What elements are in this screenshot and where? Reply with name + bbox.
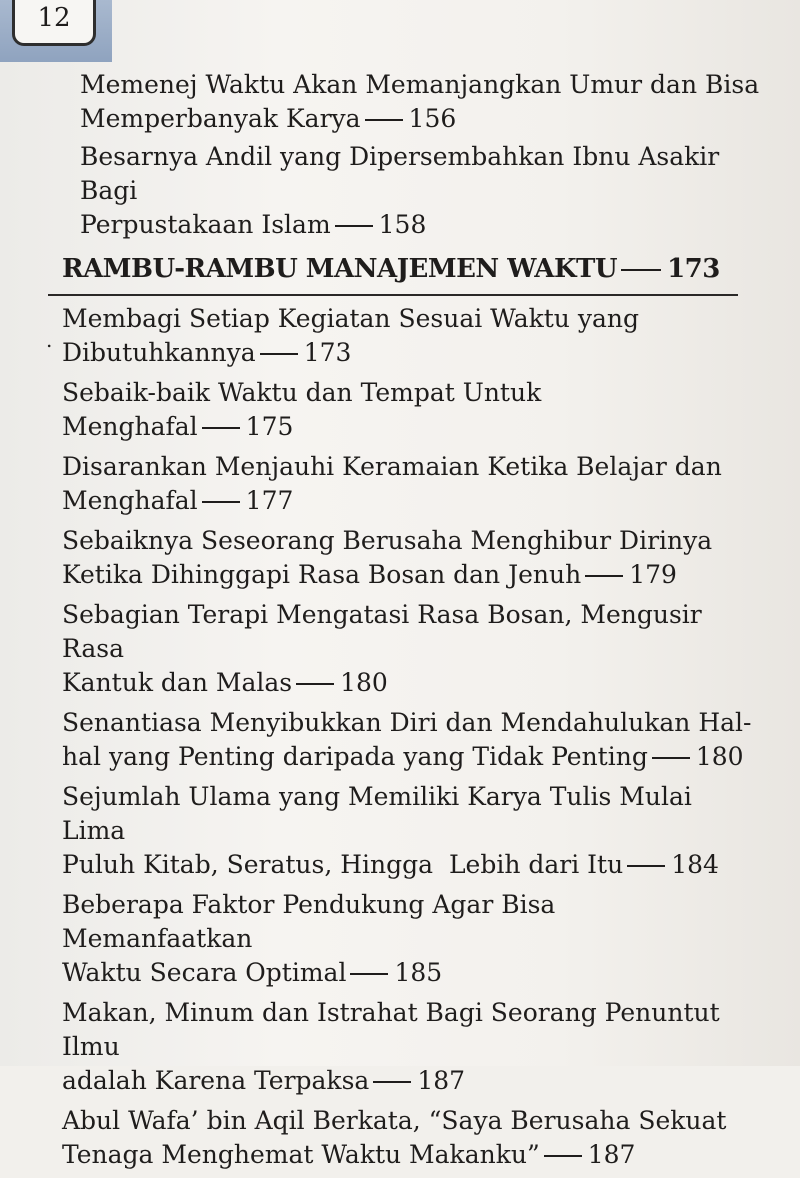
entry-line-2 bbox=[62, 1064, 752, 1098]
leader-line bbox=[621, 269, 661, 271]
entry-line-2 bbox=[80, 102, 760, 136]
leader-line bbox=[202, 501, 240, 503]
toc-entry bbox=[62, 376, 752, 444]
entry-line-2 bbox=[62, 848, 752, 882]
page-number-tab bbox=[0, 0, 112, 62]
entry-line-1: Sejumlah Ulama yang Memiliki Karya Tulis Mulai Lima bbox=[62, 782, 692, 845]
entry-line-1: Sebaiknya Seseorang Berusaha Menghibur Dirinya bbox=[62, 526, 713, 555]
entry-page: 177 bbox=[245, 486, 294, 515]
entry-line-2-text: Perpustakaan Islam bbox=[80, 210, 331, 239]
entry-line-2-text: Menghafal bbox=[62, 486, 198, 515]
entry-line-2 bbox=[62, 410, 752, 444]
toc-entry bbox=[62, 598, 752, 700]
entry-line-2 bbox=[62, 740, 752, 774]
entry-page: 180 bbox=[340, 668, 388, 697]
toc-entry bbox=[62, 450, 752, 518]
leader-line bbox=[544, 1155, 582, 1157]
toc-entry bbox=[62, 888, 752, 990]
leader-line bbox=[260, 353, 298, 355]
entry-line-1: Sebaik-baik Waktu dan Tempat Untuk bbox=[62, 378, 542, 407]
entry-page: 175 bbox=[245, 412, 294, 441]
entry-line-2-text: Dibutuhkannya bbox=[62, 338, 256, 367]
leader-line bbox=[373, 1081, 411, 1083]
entry-line-2 bbox=[62, 666, 752, 700]
entry-line-2-text: Memperbanyak Karya bbox=[80, 104, 361, 133]
entry-line-2-text: Kantuk dan Malas bbox=[62, 668, 293, 697]
toc-top-entries bbox=[80, 68, 760, 246]
entry-page: 180 bbox=[695, 742, 744, 771]
entry-page: 184 bbox=[671, 850, 719, 879]
leader-line bbox=[627, 865, 665, 867]
toc-entry bbox=[62, 302, 752, 370]
entry-line-2 bbox=[62, 1138, 752, 1172]
entry-line-1: Memenej Waktu Akan Memanjangkan Umur dan Bisa bbox=[80, 70, 760, 99]
entry-line-2-text: Waktu Secara Optimal bbox=[62, 958, 347, 987]
entry-line-2-text: adalah Karena Terpaksa bbox=[62, 1066, 370, 1095]
leader-line bbox=[335, 225, 373, 227]
entry-line-2 bbox=[62, 956, 752, 990]
leader-line bbox=[202, 427, 240, 429]
toc-entry bbox=[62, 706, 752, 774]
toc-entry bbox=[62, 524, 752, 592]
entry-line-1: Abul Wafa’ bin Aqil Berkata, “Saya Berusaha Sekuat bbox=[62, 1106, 727, 1135]
entry-page: 179 bbox=[629, 560, 677, 589]
leader-line bbox=[350, 973, 388, 975]
entry-line-1: Besarnya Andil yang Dipersembahkan Ibnu Asakir Bagi bbox=[80, 142, 720, 205]
entry-line-2 bbox=[80, 208, 760, 242]
section-title: RAMBU-RAMBU MANAJEMEN WAKTU bbox=[62, 254, 618, 284]
toc-entry bbox=[80, 68, 760, 136]
entry-line-2-text: Menghafal bbox=[62, 412, 198, 441]
toc-section-entries bbox=[62, 302, 752, 1178]
entry-page: 187 bbox=[417, 1066, 466, 1095]
toc-entry bbox=[80, 140, 760, 242]
section-divider bbox=[48, 294, 738, 296]
page-number-box bbox=[12, 0, 96, 46]
toc-entry bbox=[62, 780, 752, 882]
leader-line bbox=[652, 757, 690, 759]
entry-line-2-text: Tenaga Menghemat Waktu Makanku” bbox=[62, 1140, 540, 1169]
entry-line-2-text: hal yang Penting daripada yang Tidak Penting bbox=[62, 742, 648, 771]
entry-page: 156 bbox=[408, 104, 457, 133]
section-page: 173 bbox=[667, 254, 720, 284]
entry-line-2 bbox=[62, 558, 752, 592]
entry-line-1: Sebagian Terapi Mengatasi Rasa Bosan, Mengusir Rasa bbox=[62, 600, 702, 663]
entry-line-1: Membagi Setiap Kegiatan Sesuai Waktu yang bbox=[62, 304, 639, 333]
toc-entry bbox=[62, 1104, 752, 1172]
leader-line bbox=[296, 683, 334, 685]
page-number: 12 bbox=[37, 3, 71, 33]
entry-line-1: Senantiasa Menyibukkan Diri dan Mendahulukan Hal- bbox=[62, 708, 752, 737]
entry-page: 158 bbox=[378, 210, 427, 239]
section-heading bbox=[62, 252, 738, 286]
entry-page: 187 bbox=[587, 1140, 636, 1169]
entry-line-1: Beberapa Faktor Pendukung Agar Bisa Memanfaatkan bbox=[62, 890, 556, 953]
leader-line bbox=[585, 575, 623, 577]
entry-line-1: Disarankan Menjauhi Keramaian Ketika Belajar dan bbox=[62, 452, 722, 481]
leader-line bbox=[365, 119, 403, 121]
entry-line-1: Makan, Minum dan Istrahat Bagi Seorang Penuntut Ilmu bbox=[62, 998, 720, 1061]
entry-line-2 bbox=[62, 336, 752, 370]
entry-line-2-text: Puluh Kitab, Seratus, Hingga Lebih dari Itu bbox=[62, 850, 624, 879]
entry-line-2 bbox=[62, 484, 752, 518]
entry-line-2-text: Ketika Dihinggapi Rasa Bosan dan Jenuh bbox=[62, 560, 582, 589]
toc-entry bbox=[62, 996, 752, 1098]
stray-mark: . bbox=[46, 328, 53, 352]
entry-page: 185 bbox=[394, 958, 443, 987]
entry-page: 173 bbox=[303, 338, 352, 367]
